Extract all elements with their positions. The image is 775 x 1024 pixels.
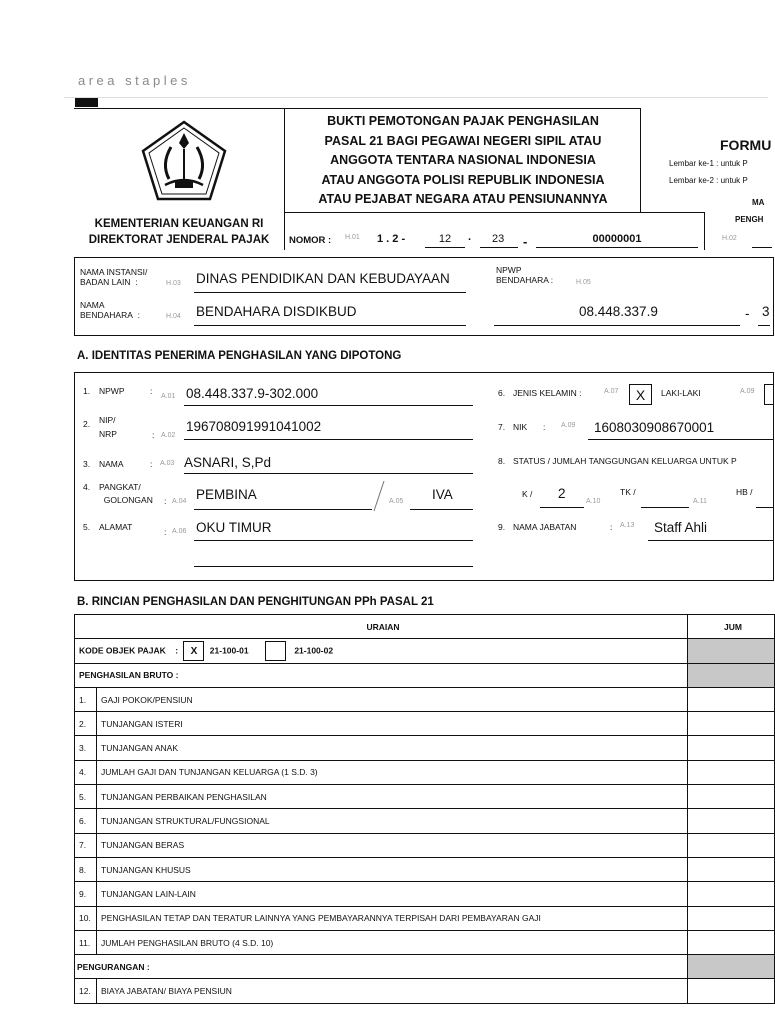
a05-code: A.05: [389, 498, 404, 505]
jumlah-cell[interactable]: [688, 882, 775, 906]
tk-label: TK /: [620, 487, 636, 497]
nomor-year: 23: [492, 233, 505, 245]
table-row: 1. GAJI POKOK/PENSIUN: [75, 687, 775, 711]
kode-21-100-02-label: 21-100-02: [294, 645, 334, 656]
kode-objek-row: [75, 639, 775, 663]
penghasilan-label: PENGH: [735, 215, 764, 224]
nama-instansi-line: [194, 292, 466, 293]
jk-no: 6.: [498, 388, 506, 398]
nama-colon: :: [150, 459, 153, 469]
table-row: 7. TUNJANGAN BERAS: [75, 833, 775, 857]
a03-code: A.03: [160, 460, 175, 467]
npwp-line: [184, 405, 473, 406]
h03-code: H.03: [166, 280, 181, 287]
jabatan-line: [648, 540, 774, 541]
h02-line: [752, 247, 772, 248]
pangkat-line: [194, 509, 372, 510]
kode-21-100-02-checkbox[interactable]: [265, 641, 286, 661]
nama-bendahara-value: BENDAHARA DISDIKBUD: [196, 304, 357, 319]
table-row: 12. BIAYA JABATAN/ BIAYA PENSIUN: [75, 979, 775, 1003]
pangkat-label: PANGKAT/ GOLONGAN: [99, 482, 153, 505]
golongan-value: IVA: [432, 487, 453, 502]
header-top-rule: [74, 108, 286, 109]
pangkat-no: 4.: [83, 482, 91, 492]
table-row: 11. JUMLAH PENGHASILAN BRUTO (4 S.D. 10): [75, 930, 775, 954]
status-label: STATUS / JUMLAH TANGGUNGAN KELUARGA UNTUK P: [513, 456, 737, 466]
nama-label: NAMA: [99, 459, 124, 469]
jumlah-cell-gray: [688, 663, 775, 687]
nama-bendahara-label: NAMA BENDAHARA :: [80, 300, 141, 320]
npwp-dash: -: [745, 306, 750, 321]
kode-objek-label: KODE OBJEK PAJAK: [79, 645, 166, 656]
table-row: 2. TUNJANGAN ISTERI: [75, 712, 775, 736]
uraian-header: URAIAN: [75, 615, 688, 639]
status-no: 8.: [498, 456, 506, 466]
k-label: K /: [522, 489, 533, 499]
k-line: [540, 507, 584, 508]
nomor-month-line: [425, 247, 465, 248]
nip-no: 2.: [83, 419, 91, 429]
jumlah-cell[interactable]: [688, 930, 775, 954]
kode-21-100-01-checkbox[interactable]: X: [183, 641, 204, 661]
nomor-year-line: [480, 247, 518, 248]
nik-no: 7.: [498, 422, 506, 432]
lembar-2-note: Lembar ke-2 : untuk P: [669, 176, 748, 185]
jumlah-cell-gray: [688, 639, 775, 663]
a09-code-jk: A.09: [740, 388, 755, 395]
nama-no: 3.: [83, 459, 91, 469]
nomor-month: 12: [438, 233, 452, 245]
ministry-logo-emblem: [139, 119, 229, 203]
nik-value: 1608030908670001: [594, 420, 715, 435]
nomor-sequence: 00000001: [592, 233, 642, 245]
table-row: 8. TUNJANGAN KHUSUS: [75, 857, 775, 881]
alamat-no: 5.: [83, 522, 91, 532]
pangkat-value: PEMBINA: [196, 487, 257, 502]
jumlah-cell-gray: [688, 955, 775, 979]
npwp-tail: 3: [762, 304, 770, 319]
jumlah-cell[interactable]: [688, 857, 775, 881]
table-row: 9. TUNJANGAN LAIN-LAIN: [75, 882, 775, 906]
a06-code: A.06: [172, 528, 187, 535]
npwp-no: 1.: [83, 386, 91, 396]
alamat-colon: :: [164, 527, 167, 537]
h02-code: H.02: [722, 235, 737, 242]
alamat-line-2: [194, 566, 473, 567]
npwp-colon: :: [150, 386, 153, 396]
hb-line: [756, 507, 774, 508]
form-title-block: [287, 112, 639, 210]
h04-code: H.04: [166, 313, 181, 320]
jumlah-header: JUM: [688, 615, 775, 639]
nip-line: [184, 439, 473, 440]
k-value: 2: [558, 486, 566, 501]
a10-code: A.10: [586, 498, 601, 505]
hb-label: HB /: [736, 487, 753, 497]
bruto-header: PENGHASILAN BRUTO :: [75, 663, 688, 687]
nama-instansi-label: NAMA INSTANSI/ BADAN LAIN :: [80, 267, 148, 287]
a13-code: A.13: [620, 522, 635, 529]
h05-code: H.05: [576, 279, 591, 286]
section-b-title: B. RINCIAN PENGHASILAN DAN PENGHITUNGAN PPh PASAL 21: [77, 596, 434, 608]
header-divider-left: [284, 108, 285, 250]
nik-label: NIK: [513, 422, 528, 432]
title-top-rule: [284, 108, 640, 109]
a04-code: A.04: [172, 498, 187, 505]
form-label: FORMU: [720, 137, 772, 153]
alamat-value: OKU TIMUR: [196, 520, 272, 535]
section-a-box: [74, 372, 774, 581]
title-line: ATAU PEJABAT NEGARA ATAU PENSIUNANNYA: [318, 192, 608, 206]
table-row: 10. PENGHASILAN TETAP DAN TERATUR LAINNYA YANG PEMBAYARANNYA TERPISAH DARI PEMBAYARAN GAJI: [75, 906, 775, 930]
jumlah-cell[interactable]: [688, 979, 775, 1003]
npwp-label: NPWP: [99, 386, 125, 396]
perempuan-checkbox[interactable]: [764, 384, 774, 405]
nama-instansi-value: DINAS PENDIDIKAN DAN KEBUDAYAAN: [196, 271, 450, 286]
nama-value: ASNARI, S,Pd: [184, 455, 272, 470]
jabatan-no: 9.: [498, 522, 506, 532]
title-line: BUKTI PEMOTONGAN PAJAK PENGHASILAN: [327, 114, 599, 128]
rincian-table: [74, 614, 775, 1004]
top-divider: [64, 97, 768, 98]
table-row: 6. TUNJANGAN STRUKTURAL/FUNGSIONAL: [75, 809, 775, 833]
nip-value: 196708091991041002: [186, 419, 322, 434]
a07-code: A.07: [604, 388, 619, 395]
nip-label: NIP/ NRP: [99, 415, 117, 439]
lembar-1-note: Lembar ke-1 : untuk P: [669, 159, 748, 168]
table-row: 4. JUMLAH GAJI DAN TUNJANGAN KELUARGA (1 S.D. 3): [75, 760, 775, 784]
table-row: 3. TUNJANGAN ANAK: [75, 736, 775, 760]
watermark-text: area staples: [78, 73, 191, 88]
bruto-header-row: [75, 663, 775, 687]
header-divider-right: [640, 108, 641, 213]
pengurangan-header: PENGURANGAN :: [75, 955, 688, 979]
npwp-value: 08.448.337.9-302.000: [186, 386, 319, 401]
title-line: ATAU ANGGOTA POLISI REPUBLIK INDONESIA: [321, 172, 605, 187]
jumlah-cell[interactable]: [688, 687, 775, 711]
golongan-line: [410, 509, 473, 510]
npwp-bendahara-value: 08.448.337.9: [579, 304, 658, 319]
title-line: PASAL 21 BAGI PEGAWAI NEGERI SIPIL ATAU: [324, 133, 602, 148]
slash-divider: [372, 480, 386, 512]
npwp-tail-line: [758, 325, 770, 326]
jumlah-cell[interactable]: [688, 833, 775, 857]
alamat-line-1: [194, 540, 473, 541]
jabatan-value: Staff Ahli: [654, 520, 708, 535]
jumlah-cell[interactable]: [688, 736, 775, 760]
jumlah-cell[interactable]: [688, 785, 775, 809]
table-row: 5. TUNJANGAN PERBAIKAN PENGHASILAN: [75, 785, 775, 809]
nip-colon: :: [152, 430, 155, 440]
section-a-title: A. IDENTITAS PENERIMA PENGHASILAN YANG DIPOTONG: [77, 350, 402, 362]
jabatan-label: NAMA JABATAN: [513, 522, 577, 532]
nomor-label: NOMOR :: [289, 235, 332, 246]
nomor-box-right: [704, 212, 705, 250]
jumlah-cell[interactable]: [688, 712, 775, 736]
pengurangan-header-row: [75, 955, 775, 979]
jumlah-cell[interactable]: [688, 906, 775, 930]
nama-line: [184, 473, 473, 474]
a09-code: A.09: [561, 422, 576, 429]
a02-code: A.02: [161, 432, 176, 439]
jk-label: JENIS KELAMIN :: [513, 388, 582, 398]
pangkat-colon: :: [164, 496, 167, 506]
a11-code: A.11: [693, 498, 707, 505]
kode-objek-cell: KODE OBJEK PAJAK : X 21-100-01 21-100-02: [75, 639, 688, 663]
alamat-label: ALAMAT: [99, 522, 133, 532]
nomor-dash: -: [523, 234, 528, 249]
npwp-bendahara-label: NPWP BENDAHARA :: [496, 265, 554, 285]
nomor-dot: .: [468, 231, 472, 243]
kode-21-100-01-label: 21-100-01: [209, 645, 249, 656]
title-bottom-rule: [284, 212, 704, 213]
nomor-code: H.01: [345, 234, 360, 241]
nomor-seq-line: [536, 247, 698, 248]
jabatan-colon: :: [610, 522, 613, 532]
nik-line: [588, 439, 774, 440]
nama-bendahara-line: [194, 325, 466, 326]
title-line: ANGGOTA TENTARA NASIONAL INDONESIA: [330, 153, 596, 167]
masa-label: MA: [752, 198, 765, 207]
a01-code: A.01: [161, 393, 176, 400]
table-header-row: [75, 615, 775, 639]
laki-laki-checkbox[interactable]: X: [629, 384, 652, 405]
nik-colon: :: [543, 422, 546, 432]
jumlah-cell[interactable]: [688, 809, 775, 833]
jumlah-cell[interactable]: [688, 760, 775, 784]
tk-line: [641, 507, 689, 508]
npwp-bendahara-line: [494, 325, 740, 326]
nomor-prefix: 1 . 2 -: [377, 233, 406, 245]
jk-value: LAKI-LAKI: [661, 388, 701, 398]
ministry-name: KEMENTERIAN KEUANGAN RI DIREKTORAT JENDERAL PAJAK: [88, 218, 270, 246]
corner-mark: [75, 98, 98, 107]
